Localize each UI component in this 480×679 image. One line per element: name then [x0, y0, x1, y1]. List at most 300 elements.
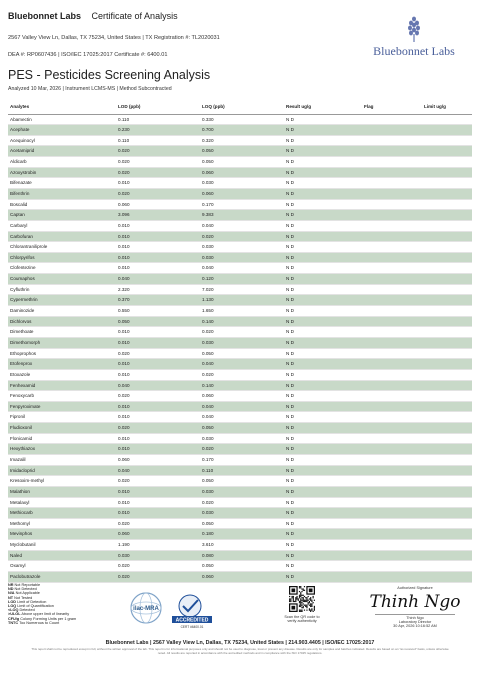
cell-limit [422, 167, 472, 178]
cell-flag [362, 486, 422, 497]
qr-code-icon[interactable] [289, 586, 315, 612]
table-row [8, 476, 472, 487]
cell-lod: 0.050 [116, 316, 200, 327]
table-row [8, 465, 472, 476]
cell-flag [362, 231, 422, 242]
cell-flag [362, 369, 422, 380]
table-row [8, 369, 472, 380]
cert-number-text: CERT #6400.01 [180, 625, 204, 629]
results-table [8, 100, 472, 583]
cell-limit [422, 561, 472, 572]
qr-caption-line-1: Scan the QR code to [284, 615, 320, 619]
table-header-row [8, 100, 472, 114]
cell-analyte: Etofenprox [8, 359, 116, 370]
column-header-loq: LOQ (ppb) [200, 100, 284, 114]
cell-result: N D [284, 188, 362, 199]
cell-analyte: Naled [8, 550, 116, 561]
legend-abbr: N/A [8, 591, 15, 596]
legend-text: Colony Forming Units per 1 gram [20, 616, 77, 621]
cell-lod: 0.020 [116, 348, 200, 359]
table-row [8, 348, 472, 359]
cell-analyte: Captan [8, 210, 116, 221]
cell-lod: 0.010 [116, 444, 200, 455]
cell-result: N D [284, 231, 362, 242]
cell-lod: 1.190 [116, 540, 200, 551]
cell-loq: 0.060 [200, 391, 284, 402]
cell-analyte: Ethoprophos [8, 348, 116, 359]
cell-limit [422, 146, 472, 157]
cell-limit [422, 114, 472, 125]
table-row [8, 284, 472, 295]
cell-loq: 0.020 [200, 231, 284, 242]
cell-flag [362, 391, 422, 402]
table-row [8, 486, 472, 497]
cell-analyte: Imidacloprid [8, 465, 116, 476]
legend-abbr: ND [8, 587, 14, 592]
table-row [8, 231, 472, 242]
column-header-limit: Limit ug/g [422, 100, 472, 114]
cell-limit [422, 295, 472, 306]
cell-lod: 0.020 [116, 476, 200, 487]
cell-limit [422, 306, 472, 317]
cell-limit [422, 444, 472, 455]
report-title: PES - Pesticides Screening Analysis [8, 68, 211, 82]
cell-lod: 0.020 [116, 561, 200, 572]
cell-flag [362, 476, 422, 487]
cell-lod: 0.020 [116, 518, 200, 529]
table-row [8, 327, 472, 338]
cell-analyte: Fenoxycarb [8, 391, 116, 402]
cell-result: N D [284, 572, 362, 583]
cell-lod: 0.010 [116, 252, 200, 263]
cell-flag [362, 274, 422, 285]
table-row [8, 572, 472, 583]
cell-flag [362, 412, 422, 423]
cell-result: N D [284, 412, 362, 423]
cell-limit [422, 284, 472, 295]
cell-lod: 0.040 [116, 274, 200, 285]
cell-analyte: Daminozide [8, 306, 116, 317]
cell-analyte: Myclobutanil [8, 540, 116, 551]
column-header-result: Result ug/g [284, 100, 362, 114]
cell-limit [422, 199, 472, 210]
cell-flag [362, 455, 422, 466]
cell-loq: 1.650 [200, 306, 284, 317]
cell-lod: 0.010 [116, 497, 200, 508]
legend-abbr: <LOQ [8, 608, 19, 613]
cell-analyte: Oxamyl [8, 561, 116, 572]
cell-analyte: Fenhexamid [8, 380, 116, 391]
legend-text: Detected [19, 608, 35, 613]
table-row [8, 220, 472, 231]
cell-result: N D [284, 380, 362, 391]
cell-result: N D [284, 348, 362, 359]
footer-address: Bluebonnet Labs | 2567 Valley View Ln, Dallas, TX 75234, United States | 214.903.4405 | ISO/IEC 17025:2017 [105, 640, 375, 646]
cell-lod: 0.010 [116, 433, 200, 444]
legend-abbr: TNTC [8, 620, 19, 625]
ilac-mra-logo [131, 593, 161, 623]
accreditation-badges [128, 590, 218, 630]
cell-flag [362, 327, 422, 338]
cell-result: N D [284, 433, 362, 444]
cell-analyte: Fenpyroximate [8, 401, 116, 412]
table-row [8, 337, 472, 348]
cell-lod: 0.010 [116, 231, 200, 242]
table-row [8, 412, 472, 423]
cell-limit [422, 476, 472, 487]
cell-analyte: Carbaryl [8, 220, 116, 231]
cell-limit [422, 274, 472, 285]
cell-limit [422, 433, 472, 444]
cell-flag [362, 572, 422, 583]
cell-limit [422, 529, 472, 540]
cell-result: N D [284, 178, 362, 189]
cell-flag [362, 125, 422, 136]
cell-loq: 0.050 [200, 561, 284, 572]
document-type: Certificate of Analysis [91, 11, 178, 21]
cell-limit [422, 178, 472, 189]
cell-lod: 0.060 [116, 455, 200, 466]
cell-limit [422, 465, 472, 476]
cell-loq: 0.180 [200, 529, 284, 540]
cell-loq: 0.020 [200, 369, 284, 380]
cell-lod: 3.096 [116, 210, 200, 221]
cell-limit [422, 135, 472, 146]
cell-analyte: Abamectin [8, 114, 116, 125]
cell-limit [422, 497, 472, 508]
cell-flag [362, 146, 422, 157]
lab-logo [362, 16, 466, 64]
cell-result: N D [284, 444, 362, 455]
cell-result: N D [284, 210, 362, 221]
cell-analyte: Coumaphos [8, 274, 116, 285]
cell-lod: 0.010 [116, 242, 200, 253]
cell-analyte: Dichlorvos [8, 316, 116, 327]
cell-lod: 0.020 [116, 146, 200, 157]
cell-lod: 0.110 [116, 135, 200, 146]
cell-limit [422, 401, 472, 412]
cell-loq: 0.120 [200, 274, 284, 285]
table-row [8, 316, 472, 327]
legend-item [8, 621, 76, 625]
cell-loq: 0.140 [200, 380, 284, 391]
cell-analyte: Acephate [8, 125, 116, 136]
cell-result: N D [284, 252, 362, 263]
cell-analyte: Imazalil [8, 455, 116, 466]
cell-result: N D [284, 167, 362, 178]
table-row [8, 401, 472, 412]
cell-result: N D [284, 327, 362, 338]
cell-lod: 0.020 [116, 188, 200, 199]
cell-loq: 0.050 [200, 423, 284, 434]
cell-result: N D [284, 316, 362, 327]
cell-lod: 0.550 [116, 306, 200, 317]
cell-lod: 0.010 [116, 327, 200, 338]
cell-analyte: Flonicamid [8, 433, 116, 444]
cell-analyte: Bifenazate [8, 178, 116, 189]
cell-flag [362, 167, 422, 178]
cell-limit [422, 125, 472, 136]
cell-flag [362, 561, 422, 572]
cell-flag [362, 337, 422, 348]
table-row [8, 157, 472, 168]
cell-lod: 0.020 [116, 572, 200, 583]
cell-result: N D [284, 518, 362, 529]
cell-loq: 0.030 [200, 508, 284, 519]
cell-result: N D [284, 125, 362, 136]
cell-result: N D [284, 508, 362, 519]
cell-result: N D [284, 284, 362, 295]
cell-result: N D [284, 199, 362, 210]
cell-flag [362, 550, 422, 561]
accredited-text: ACCREDITED [175, 617, 209, 624]
abbreviation-legend [8, 583, 76, 625]
cell-lod: 0.010 [116, 220, 200, 231]
cell-limit [422, 242, 472, 253]
cell-analyte: Fludioxonil [8, 423, 116, 434]
table-row [8, 433, 472, 444]
cell-lod: 0.110 [116, 114, 200, 125]
cell-loq: 0.320 [200, 135, 284, 146]
cell-result: N D [284, 529, 362, 540]
cell-analyte: Metalaxyl [8, 497, 116, 508]
cell-flag [362, 263, 422, 274]
cell-flag [362, 348, 422, 359]
cell-result: N D [284, 359, 362, 370]
legend-text: Too Numerous to Count [19, 620, 60, 625]
legend-abbr: LOD [8, 599, 17, 604]
cell-lod: 0.060 [116, 529, 200, 540]
cell-flag [362, 497, 422, 508]
cell-flag [362, 188, 422, 199]
table-row [8, 380, 472, 391]
table-row [8, 210, 472, 221]
cell-flag [362, 518, 422, 529]
cell-result: N D [284, 391, 362, 402]
cell-limit [422, 508, 472, 519]
table-row [8, 146, 472, 157]
cell-lod: 0.010 [116, 508, 200, 519]
table-row [8, 188, 472, 199]
cell-limit [422, 327, 472, 338]
cell-result: N D [284, 497, 362, 508]
cell-loq: 0.020 [200, 444, 284, 455]
cell-loq: 0.030 [200, 433, 284, 444]
cell-result: N D [284, 220, 362, 231]
qr-caption-line-2: verify authenticity [287, 619, 317, 623]
cell-limit [422, 412, 472, 423]
cell-lod: 0.020 [116, 423, 200, 434]
cell-analyte: Hexythiazox [8, 444, 116, 455]
cell-limit [422, 220, 472, 231]
cell-limit [422, 486, 472, 497]
table-row [8, 540, 472, 551]
cell-flag [362, 465, 422, 476]
ilac-mra-text: ilac-MRA [133, 606, 159, 612]
column-header-flag: Flag [362, 100, 422, 114]
cell-result: N D [284, 550, 362, 561]
cell-loq: 0.110 [200, 465, 284, 476]
cell-analyte: Mevinphos [8, 529, 116, 540]
table-row [8, 125, 472, 136]
cell-loq: 0.040 [200, 220, 284, 231]
cell-flag [362, 210, 422, 221]
table-row [8, 391, 472, 402]
cell-loq: 0.040 [200, 359, 284, 370]
cell-loq: 0.030 [200, 486, 284, 497]
signature-block [360, 586, 470, 628]
cell-loq: 3.610 [200, 540, 284, 551]
cell-flag [362, 316, 422, 327]
cell-loq: 0.020 [200, 497, 284, 508]
cell-lod: 0.040 [116, 465, 200, 476]
cell-loq: 7.020 [200, 284, 284, 295]
cell-loq: 0.060 [200, 167, 284, 178]
cell-flag [362, 423, 422, 434]
cell-loq: 0.050 [200, 518, 284, 529]
table-row [8, 444, 472, 455]
cell-flag [362, 157, 422, 168]
cell-lod: 0.020 [116, 157, 200, 168]
cell-result: N D [284, 401, 362, 412]
cell-loq: 0.050 [200, 476, 284, 487]
cell-flag [362, 135, 422, 146]
table-row [8, 295, 472, 306]
cell-lod: 0.020 [116, 167, 200, 178]
cell-result: N D [284, 486, 362, 497]
cell-flag [362, 199, 422, 210]
cell-result: N D [284, 306, 362, 317]
cell-analyte: Cyfluthrin [8, 284, 116, 295]
cell-analyte: Bifenthrin [8, 188, 116, 199]
cell-lod: 0.020 [116, 391, 200, 402]
cell-analyte: Aldicarb [8, 157, 116, 168]
cell-loq: 0.040 [200, 412, 284, 423]
cell-analyte: Paclobutrazole [8, 572, 116, 583]
cell-loq: 0.030 [200, 242, 284, 253]
cell-loq: 0.040 [200, 401, 284, 412]
cell-flag [362, 359, 422, 370]
table-row [8, 508, 472, 519]
cell-loq: 0.060 [200, 188, 284, 199]
table-row [8, 359, 472, 370]
cell-loq: 0.170 [200, 199, 284, 210]
table-row [8, 167, 472, 178]
logo-text: Bluebonnet Labs [373, 44, 455, 58]
cell-result: N D [284, 135, 362, 146]
signer-name: Thinh Ngo [406, 616, 424, 620]
table-row [8, 497, 472, 508]
cell-limit [422, 157, 472, 168]
cell-lod: 0.010 [116, 401, 200, 412]
cell-analyte: Acetamiprid [8, 146, 116, 157]
table-row [8, 561, 472, 572]
cell-loq: 0.700 [200, 125, 284, 136]
cell-result: N D [284, 337, 362, 348]
cell-result: N D [284, 540, 362, 551]
legend-abbr: CFU/g [8, 616, 20, 621]
table-row [8, 263, 472, 274]
cell-loq: 0.030 [200, 337, 284, 348]
cell-analyte: Chlorpyrifos [8, 252, 116, 263]
cell-result: N D [284, 242, 362, 253]
cell-analyte: Kresoxim-methyl [8, 476, 116, 487]
cell-result: N D [284, 465, 362, 476]
cell-limit [422, 252, 472, 263]
cell-analyte: Azoxystrobin [8, 167, 116, 178]
cell-analyte: Malathion [8, 486, 116, 497]
cell-result: N D [284, 114, 362, 125]
table-row [8, 529, 472, 540]
dea-line: DEA #: RP0607436 | ISO/IEC 17025:2017 Certificate #: 6400.01 [8, 52, 168, 58]
table-row [8, 306, 472, 317]
table-row [8, 252, 472, 263]
cell-limit [422, 518, 472, 529]
cell-loq: 0.050 [200, 146, 284, 157]
cell-lod: 0.010 [116, 337, 200, 348]
address-line: 2567 Valley View Ln, Dallas, TX 75234, United States | TX Registration #: TL2020031 [8, 35, 220, 41]
cell-loq: 9.383 [200, 210, 284, 221]
table-row [8, 135, 472, 146]
cell-flag [362, 178, 422, 189]
cell-loq: 0.050 [200, 157, 284, 168]
lab-name: Bluebonnet Labs [8, 11, 82, 21]
cell-analyte: Dimethomorph [8, 337, 116, 348]
cell-loq: 0.080 [200, 550, 284, 561]
cell-result: N D [284, 146, 362, 157]
legend-abbr: NR [8, 583, 14, 587]
cell-flag [362, 242, 422, 253]
cell-result: N D [284, 476, 362, 487]
cell-flag [362, 114, 422, 125]
cell-lod: 0.010 [116, 178, 200, 189]
legend-abbr: >ULOL [8, 612, 21, 617]
cell-lod: 2.320 [116, 284, 200, 295]
cell-analyte: Etoxazole [8, 369, 116, 380]
cell-limit [422, 188, 472, 199]
cell-lod: 0.370 [116, 295, 200, 306]
cell-result: N D [284, 423, 362, 434]
cell-limit [422, 550, 472, 561]
cell-analyte: Methomyl [8, 518, 116, 529]
cell-lod: 0.010 [116, 369, 200, 380]
cell-limit [422, 359, 472, 370]
cell-limit [422, 391, 472, 402]
signer-role: Laboratory Director [398, 620, 432, 624]
cell-flag [362, 380, 422, 391]
cell-result: N D [284, 295, 362, 306]
verification-qr [262, 586, 342, 623]
cell-analyte: Carbofuran [8, 231, 116, 242]
cell-result: N D [284, 263, 362, 274]
bluebonnet-flower-icon [403, 16, 425, 42]
cell-loq: 0.030 [200, 252, 284, 263]
cell-loq: 0.040 [200, 263, 284, 274]
cell-result: N D [284, 369, 362, 380]
table-row [8, 455, 472, 466]
cell-result: N D [284, 561, 362, 572]
cell-analyte: Cypermethrin [8, 295, 116, 306]
cell-limit [422, 337, 472, 348]
table-row [8, 423, 472, 434]
column-header-lod: LOD (ppb) [116, 100, 200, 114]
cell-loq: 0.330 [200, 114, 284, 125]
cell-lod: 0.030 [116, 550, 200, 561]
cell-flag [362, 433, 422, 444]
cell-limit [422, 572, 472, 583]
cell-flag [362, 540, 422, 551]
legend-text: Not Applicable [15, 591, 40, 596]
